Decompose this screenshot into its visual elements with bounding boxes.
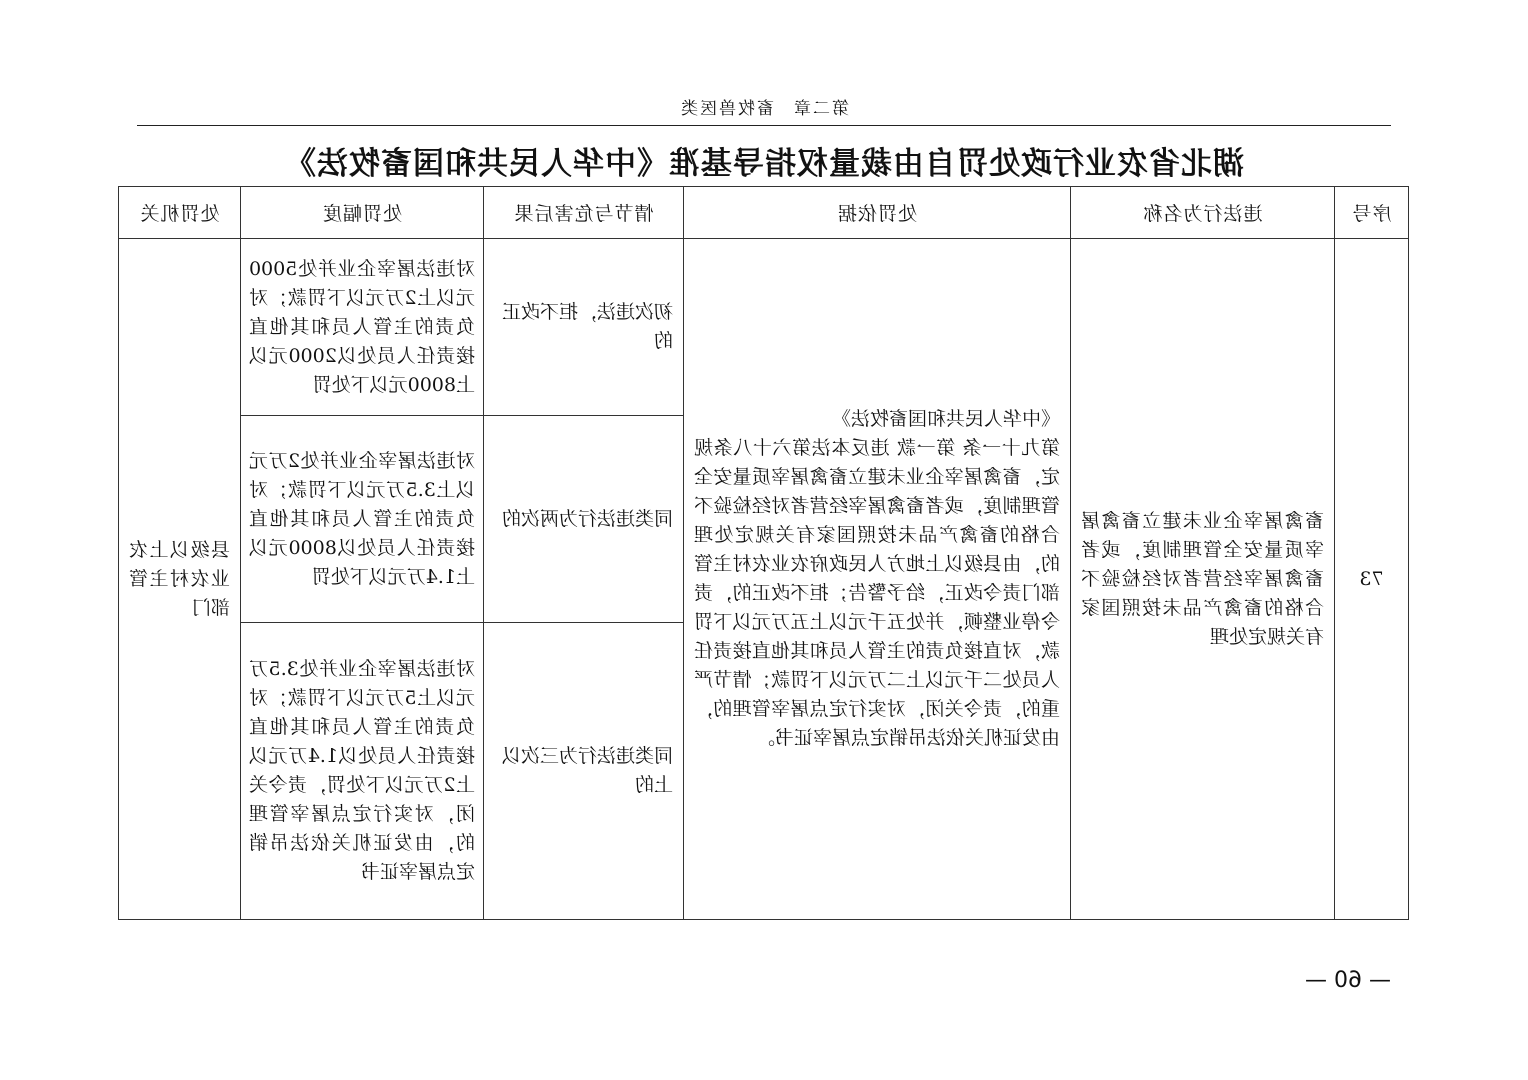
column-header-seq: 序号 <box>1335 187 1409 239</box>
cell-basis <box>684 239 1071 920</box>
header-rule <box>137 125 1391 126</box>
column-header-agency: 处罚机关 <box>119 187 241 239</box>
cell-circumstance-level-2: 同类违法行为两次的 <box>484 416 684 623</box>
cell-penalty-level-3: 对违法屠宰企业并处3.5万元以上5万元以下罚款；对负责的主管人员和其他直接责任人员处以1.4万元以上2万元以下处罚，责令关闭，对实行定点屠宰管理的，由发证机关依法吊销定点屠宰证书 <box>241 623 484 920</box>
page-number: — 60 — <box>1305 968 1391 993</box>
table-header-row <box>119 187 1409 239</box>
cell-violation-name: 畜禽屠宰企业未建立畜禽屠宰质量安全管理制度，或者畜禽屠宰经营者对经检验不合格的畜禽产品未按照国家有关规定处理 <box>1071 239 1335 920</box>
basis-article-text: 第九十一条 第一款 违反本法第六十八条规定，畜禽屠宰企业未建立畜禽屠宰质量安全管理制度，或者畜禽屠宰经营者对经检验不合格的畜禽产品未按照国家有关规定处理的，由县级以上地方人民政府农业农村主管部门责令改正，给予警告；拒不改正的，责令停业整顿，并处五千元以上五万元以下罚款，对直接负责的主管人员和其他直接责任人员处二千元以上二万元以下罚款；情节严重的，责令关闭，对实行定点屠宰管理的，由发证机关依法吊销定点屠宰证书。 <box>694 437 1060 749</box>
column-header-circumstance: 情节与危害后果 <box>484 187 684 239</box>
cell-penalty-level-2: 对违法屠宰企业并处2万元以上3.5万元以下罚款；对负责的主管人员和其他直接责任人员处以8000元以上1.4万元以下处罚 <box>241 416 484 623</box>
basis-content <box>694 405 1060 753</box>
cell-circumstance-level-1: 初次违法，拒不改正的 <box>484 239 684 416</box>
table-row <box>119 239 1409 416</box>
cell-seq: 73 <box>1335 239 1409 920</box>
column-header-penalty-range: 处罚幅度 <box>241 187 484 239</box>
penalty-standard-table <box>118 186 1409 920</box>
cell-penalty-level-1: 对违法屠宰企业并处5000元以上2万元以下罚款；对负责的主管人员和其他直接责任人员处以2000元以上8000元以下处罚 <box>241 239 484 416</box>
chapter-label: 第二章 <box>792 99 849 119</box>
category-label: 畜牧兽医类 <box>679 99 774 119</box>
running-header <box>0 94 1528 119</box>
column-header-basis: 处罚依据 <box>684 187 1071 239</box>
cell-circumstance-level-3: 同类违法行为三次以上的 <box>484 623 684 920</box>
column-header-violation: 违法行为名称 <box>1071 187 1335 239</box>
basis-source-law: 《中华人民共和国畜牧法》 <box>831 408 1060 430</box>
document-title: 湖北省农业行政处罚自由裁量权指导基准《中华人民共和国畜牧法》 <box>284 146 1244 182</box>
cell-agency: 县级以上农业农村主管部门 <box>119 239 241 920</box>
